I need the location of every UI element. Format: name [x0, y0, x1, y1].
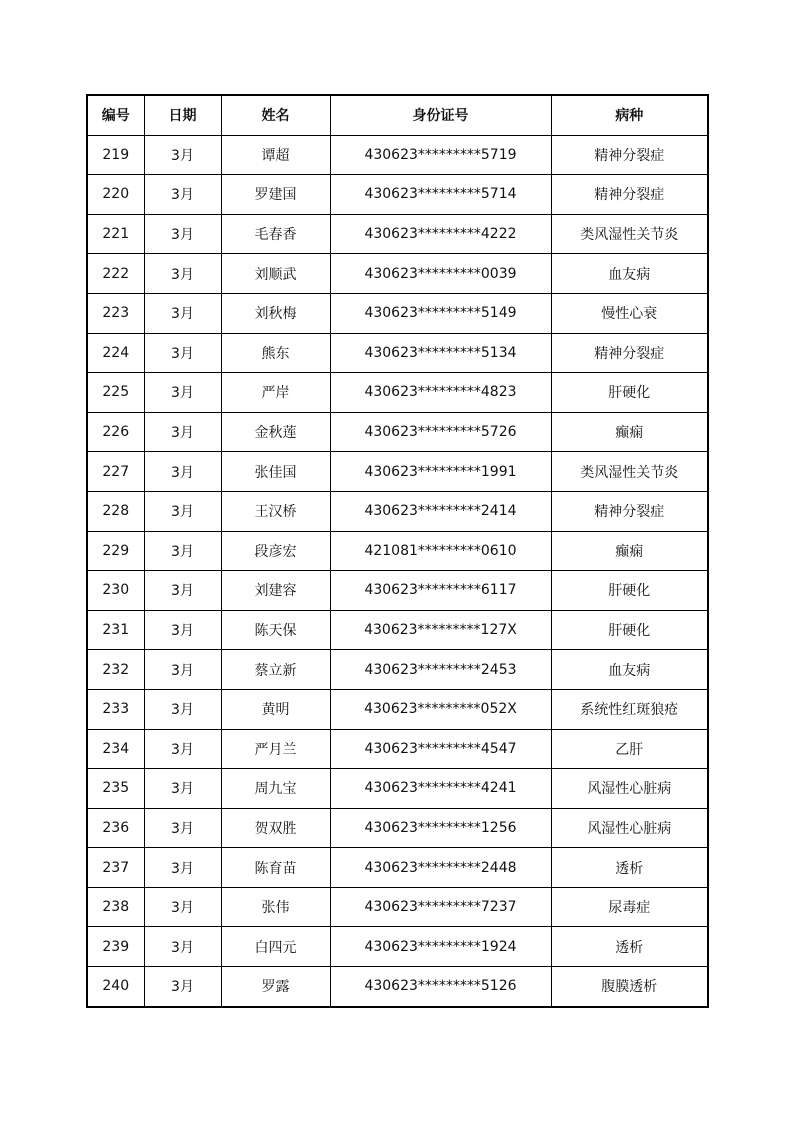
- table-row: [87, 650, 708, 690]
- patient-table: [86, 94, 709, 1008]
- cell-id-number: 430623*********4547: [330, 729, 551, 769]
- cell-id-number: 430623*********1991: [330, 452, 551, 492]
- table-row: [87, 531, 708, 571]
- cell-name: 罗建国: [221, 175, 330, 215]
- table-row: [87, 927, 708, 967]
- cell-date: 3月: [144, 769, 221, 809]
- cell-disease: 肝硬化: [551, 571, 708, 611]
- table-row: [87, 333, 708, 373]
- table-row: [87, 214, 708, 254]
- cell-name: 陈天保: [221, 610, 330, 650]
- table-row: [87, 491, 708, 531]
- cell-number: 240: [87, 967, 144, 1007]
- cell-disease: 精神分裂症: [551, 175, 708, 215]
- cell-date: 3月: [144, 214, 221, 254]
- cell-name: 刘顺武: [221, 254, 330, 294]
- cell-number: 222: [87, 254, 144, 294]
- table-row: [87, 571, 708, 611]
- cell-date: 3月: [144, 531, 221, 571]
- cell-name: 张伟: [221, 887, 330, 927]
- cell-number: 228: [87, 491, 144, 531]
- cell-name: 段彦宏: [221, 531, 330, 571]
- table-header-row: [87, 95, 708, 135]
- cell-disease: 癫痫: [551, 531, 708, 571]
- cell-number: 224: [87, 333, 144, 373]
- cell-name: 严岸: [221, 373, 330, 413]
- cell-name: 黄明: [221, 689, 330, 729]
- cell-name: 刘建容: [221, 571, 330, 611]
- cell-number: 233: [87, 689, 144, 729]
- cell-date: 3月: [144, 254, 221, 294]
- cell-name: 白四元: [221, 927, 330, 967]
- table-row: [87, 887, 708, 927]
- cell-name: 金秋莲: [221, 412, 330, 452]
- cell-number: 219: [87, 135, 144, 175]
- cell-name: 熊东: [221, 333, 330, 373]
- cell-disease: 血友病: [551, 254, 708, 294]
- cell-disease: 肝硬化: [551, 610, 708, 650]
- cell-id-number: 430623*********4222: [330, 214, 551, 254]
- cell-id-number: 430623*********1256: [330, 808, 551, 848]
- cell-disease: 精神分裂症: [551, 333, 708, 373]
- table-row: [87, 135, 708, 175]
- cell-id-number: 430623*********5149: [330, 293, 551, 333]
- cell-disease: 慢性心衰: [551, 293, 708, 333]
- cell-id-number: 430623*********1924: [330, 927, 551, 967]
- cell-name: 贺双胜: [221, 808, 330, 848]
- cell-date: 3月: [144, 729, 221, 769]
- cell-id-number: 430623*********5134: [330, 333, 551, 373]
- cell-id-number: 430623*********5126: [330, 967, 551, 1007]
- cell-date: 3月: [144, 848, 221, 888]
- table-row: [87, 175, 708, 215]
- table-row: [87, 808, 708, 848]
- cell-number: 227: [87, 452, 144, 492]
- cell-disease: 类风湿性关节炎: [551, 452, 708, 492]
- cell-name: 刘秋梅: [221, 293, 330, 333]
- cell-number: 223: [87, 293, 144, 333]
- table-row: [87, 967, 708, 1007]
- cell-id-number: 430623*********2448: [330, 848, 551, 888]
- cell-name: 蔡立新: [221, 650, 330, 690]
- cell-date: 3月: [144, 967, 221, 1007]
- table-row: [87, 293, 708, 333]
- cell-disease: 肝硬化: [551, 373, 708, 413]
- cell-number: 236: [87, 808, 144, 848]
- cell-number: 220: [87, 175, 144, 215]
- table-row: [87, 689, 708, 729]
- cell-disease: 乙肝: [551, 729, 708, 769]
- cell-name: 罗露: [221, 967, 330, 1007]
- table-row: [87, 848, 708, 888]
- cell-name: 严月兰: [221, 729, 330, 769]
- cell-name: 谭超: [221, 135, 330, 175]
- cell-number: 232: [87, 650, 144, 690]
- cell-id-number: 421081*********0610: [330, 531, 551, 571]
- cell-disease: 腹膜透析: [551, 967, 708, 1007]
- cell-number: 238: [87, 887, 144, 927]
- header-id-number: 身份证号: [330, 95, 551, 135]
- cell-id-number: 430623*********2453: [330, 650, 551, 690]
- cell-date: 3月: [144, 491, 221, 531]
- cell-number: 229: [87, 531, 144, 571]
- cell-id-number: 430623*********2414: [330, 491, 551, 531]
- cell-date: 3月: [144, 610, 221, 650]
- cell-number: 234: [87, 729, 144, 769]
- cell-number: 230: [87, 571, 144, 611]
- cell-date: 3月: [144, 293, 221, 333]
- cell-date: 3月: [144, 175, 221, 215]
- header-date: 日期: [144, 95, 221, 135]
- cell-name: 周九宝: [221, 769, 330, 809]
- cell-number: 239: [87, 927, 144, 967]
- cell-disease: 风湿性心脏病: [551, 808, 708, 848]
- cell-number: 225: [87, 373, 144, 413]
- cell-name: 毛春香: [221, 214, 330, 254]
- cell-number: 237: [87, 848, 144, 888]
- cell-disease: 系统性红斑狼疮: [551, 689, 708, 729]
- cell-date: 3月: [144, 373, 221, 413]
- cell-id-number: 430623*********4241: [330, 769, 551, 809]
- cell-date: 3月: [144, 135, 221, 175]
- cell-disease: 透析: [551, 927, 708, 967]
- cell-date: 3月: [144, 887, 221, 927]
- cell-number: 221: [87, 214, 144, 254]
- cell-disease: 透析: [551, 848, 708, 888]
- cell-name: 王汉桥: [221, 491, 330, 531]
- header-name: 姓名: [221, 95, 330, 135]
- cell-name: 陈育苗: [221, 848, 330, 888]
- table-row: [87, 452, 708, 492]
- cell-disease: 癫痫: [551, 412, 708, 452]
- cell-date: 3月: [144, 689, 221, 729]
- cell-date: 3月: [144, 452, 221, 492]
- table-row: [87, 373, 708, 413]
- cell-disease: 血友病: [551, 650, 708, 690]
- table-body: [87, 135, 708, 1007]
- table-row: [87, 412, 708, 452]
- cell-name: 张佳国: [221, 452, 330, 492]
- cell-id-number: 430623*********7237: [330, 887, 551, 927]
- cell-id-number: 430623*********4823: [330, 373, 551, 413]
- cell-id-number: 430623*********5726: [330, 412, 551, 452]
- table-row: [87, 769, 708, 809]
- cell-disease: 类风湿性关节炎: [551, 214, 708, 254]
- cell-id-number: 430623*********5719: [330, 135, 551, 175]
- table-row: [87, 254, 708, 294]
- header-disease: 病种: [551, 95, 708, 135]
- cell-number: 231: [87, 610, 144, 650]
- cell-date: 3月: [144, 650, 221, 690]
- cell-date: 3月: [144, 333, 221, 373]
- cell-disease: 风湿性心脏病: [551, 769, 708, 809]
- cell-id-number: 430623*********052X: [330, 689, 551, 729]
- cell-id-number: 430623*********6117: [330, 571, 551, 611]
- header-number: 编号: [87, 95, 144, 135]
- cell-date: 3月: [144, 808, 221, 848]
- cell-date: 3月: [144, 412, 221, 452]
- cell-disease: 精神分裂症: [551, 491, 708, 531]
- cell-disease: 尿毒症: [551, 887, 708, 927]
- cell-number: 235: [87, 769, 144, 809]
- cell-date: 3月: [144, 571, 221, 611]
- table-row: [87, 610, 708, 650]
- cell-id-number: 430623*********5714: [330, 175, 551, 215]
- cell-id-number: 430623*********0039: [330, 254, 551, 294]
- cell-disease: 精神分裂症: [551, 135, 708, 175]
- table-row: [87, 729, 708, 769]
- patient-table-container: [86, 94, 709, 1008]
- cell-id-number: 430623*********127X: [330, 610, 551, 650]
- cell-number: 226: [87, 412, 144, 452]
- cell-date: 3月: [144, 927, 221, 967]
